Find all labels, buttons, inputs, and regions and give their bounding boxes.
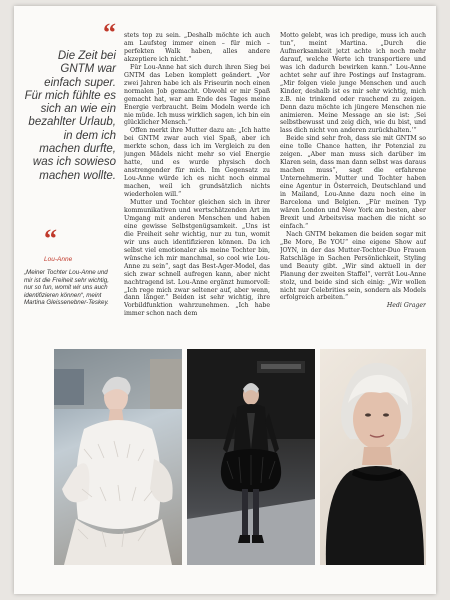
paragraph: stets top zu sein. „Deshalb möchte ich auch am Laufsteg immer einen – für mich – perfekten Walk haben, alles andere akzeptiere ich nicht.“: [124, 32, 270, 63]
photo-feather-gown-art: [54, 349, 182, 565]
paragraph: Beide sind sehr froh, dass sie mit GNTM so eine tolle Chance hatten, ihr Potenzial zu zeigen. „Aber man muss sich darüber im Klaren sein, dass man dann selbst was daraus machen muss“, sagt die erfahrene Unternehmerin. Mutter und Tochter haben eine Agentur in Österreich, Deutschland und in Mailand, Lou-Anne dazu noch eine in Barcelona und Belgien. „Für meinen Typ wären London und New York am besten, aber Brexit und Arbeitsvisa machen die nicht so einfach.“: [280, 135, 426, 230]
paragraph: Motto gelebt, was ich predige, muss ich auch tun“, meint Martina. „Durch die Aufmerksamkeit jetzt achte ich noch mehr darauf, welche Werte ich transportiere und was ich dadurch bewirken kann.“ Lou-Anne achtet sehr auf ihre Postings auf Instagram. „Mir folgen viele junge Menschen und auch Kinder, deshalb ist es mir sehr wichtig, mich z.B. nie trinkend oder rauchend zu zeigen. Denn dazu möchte ich jüngere Menschen nie animieren. Meine Message an sie ist: ‚Sei selbstbewusst und zeig dich, wie du bist, und lass dich nicht von anderen zurückhalten.‘“: [280, 32, 426, 135]
photo-runway-art: [187, 349, 315, 565]
quote-close-icon: “: [44, 224, 57, 253]
paragraph: Für Lou-Anne hat sich durch ihren Sieg bei GNTM das Leben komplett geändert. „Vor zwei Jahren habe ich als Friseurin noch einen normalen Job gemacht. Obwohl er mir Spaß gemacht hat, war am Ende des Tages meine Energie verbraucht. Beim Modeln werde ich nie müde. Ich muss wirklich sagen, ich bin ein glücklicher Mensch.“: [124, 63, 270, 127]
pull-quote-text: Die Zeit bei GNTM war einfach super. Für mich fühlte es sich an wie ein bezahlter Urlaub, in dem ich machen durfte, was ich sowieso machen wollte.: [24, 50, 116, 182]
paragraph: Mutter und Tochter gleichen sich in ihrer kommunikativen und wertschätzenden Art im Umgang mit anderen Menschen und haben eine gewisse Selbstgenügsamkeit. „Uns ist die Freiheit sehr wichtig, nur zu tun, womit wir uns auch identifizieren können. Da ich selbst viel emotionaler als meine Tochter bin, wünsche ich mir manchmal, so cool wie Lou-Anne zu sein“, sagt das Best-Ager-Model, das sich zwar schnell aufregen kann, aber nicht nachtragend ist. Lou-Anne ergänzt humorvoll: „Ich rege mich zwar seltener auf, aber wenn, dann länger.“ Beiden ist sehr wichtig, ihre Vorbildfunktion wahrzunehmen. „Ich habe immer schon nach dem: [124, 199, 270, 318]
pull-quote: [24, 18, 116, 263]
photo-portrait-art: [320, 349, 426, 565]
photo-portrait: [320, 349, 426, 565]
photo-caption: „Meiner Tochter Lou-Anne und mir ist die Freiheit sehr wichtig, nur so fun, womit wir uns auch identifizieren können“, meint Martina Gleissenebner-Teskey.: [24, 269, 109, 307]
article-column-1: [124, 32, 270, 345]
pull-quote-attribution: Lou-Anne: [44, 256, 73, 263]
quote-open-icon: “: [103, 18, 116, 47]
photo-runway: [187, 349, 315, 565]
article-column-2: [280, 32, 426, 345]
paragraph: Offen merkt ihre Mutter dazu an: „Ich hatte bei GNTM zwar auch viel Spaß, aber ich merkte schon, dass ich im Vergleich zu den jungen Mädels nicht mehr so viel Energie hatte, und es wurde physisch doch anstrengender für mich. Im Gegensatz zu Lou-Anne würde ich es nicht noch einmal machen, weil ich grundsätzlich nichts wiederholen will.“: [124, 127, 270, 199]
paragraph: Nach GNTM bekamen die beiden sogar mit „Be More, Be YOU“ eine eigene Show auf JOYN, in der das Mutter-Tochter-Duo Frauen Ratschläge in Sachen Persönlichkeit, Styling und Beauty gibt. „Wir sind aktuell in der Planung der zweiten Staffel“, verrät Lou-Anne stolz, und beide sind sich einig: „Wir wollen nicht nur Celebrities sein, sondern als Models erfolgreich arbeiten.“: [280, 230, 426, 302]
photo-feather-gown: [54, 349, 182, 565]
photo-credits: [428, 378, 434, 538]
magazine-page: [14, 6, 436, 594]
author-signature: Hedi Grager: [386, 302, 426, 310]
